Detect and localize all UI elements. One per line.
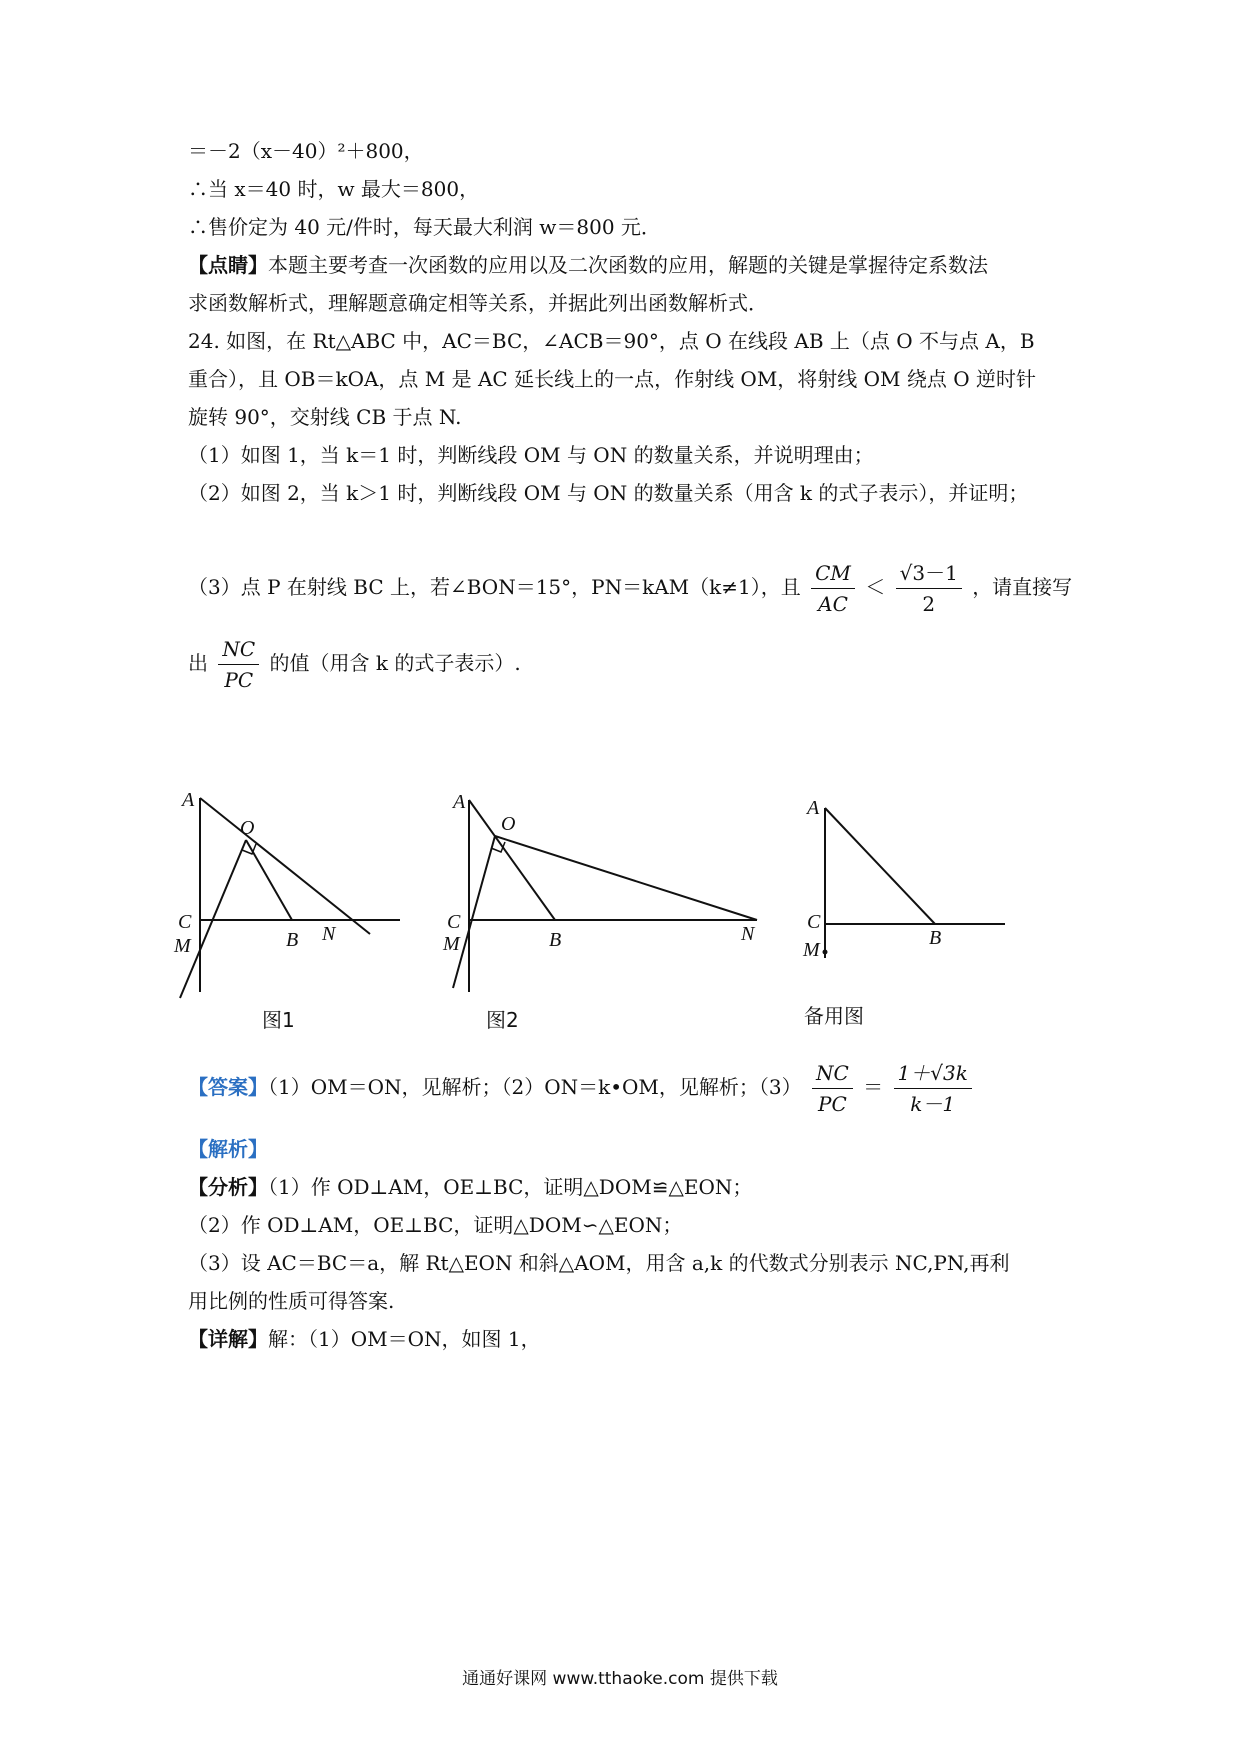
text-span: 出 (188, 651, 208, 675)
text-line: 用比例的性质可得答案. (188, 1289, 395, 1313)
analysis-heading (188, 1136, 268, 1162)
fraction-denominator: k－1 (910, 1092, 956, 1116)
section-tag: 【分析】 (188, 1175, 268, 1199)
fraction-answer (894, 1060, 972, 1117)
text-span: ，请直接写 (972, 575, 1073, 599)
text-line: （3）设 AC＝BC＝a，解 Rt△EON 和斜△AOM，用含 a,k 的代数式分别表示 NC,PN,再利 (188, 1251, 1010, 1275)
fraction-denominator: PC (224, 668, 254, 692)
label-b: B (549, 929, 562, 951)
text-line: ∴当 x＝40 时，w 最大＝800， (188, 177, 480, 201)
figure-2-caption: 图2 (486, 1008, 519, 1032)
text-line (188, 636, 521, 693)
text-line: 重合），且 OB＝kOA，点 M 是 AC 延长线上的一点，作射线 OM，将射线 OM 绕点 O 逆时针 (188, 367, 1036, 391)
text-span: （1）作 OD⊥AM，OE⊥BC，证明△DOM≌△EON； (268, 1175, 753, 1199)
label-n: N (741, 923, 755, 945)
fraction-numerator: 1＋√3k (894, 1060, 972, 1089)
text-line: （2）作 OD⊥AM，OE⊥BC，证明△DOM∽△EON； (188, 1213, 683, 1237)
label-a: A (807, 797, 820, 819)
fraction-nc-pc (218, 636, 259, 693)
fraction-denominator: PC (818, 1092, 847, 1116)
text-span: 的值（用含 k 的式子表示）. (269, 651, 521, 675)
figure-spare (795, 780, 1020, 980)
section-tag: 【详解】 (188, 1327, 268, 1351)
fraction-nc-pc (812, 1060, 853, 1117)
text-line (188, 1174, 752, 1200)
text-line: ∴售价定为 40 元/件时，每天最大利润 w＝800 元． (188, 215, 661, 239)
answer-line (188, 1060, 976, 1117)
figure-spare-caption: 备用图 (804, 1004, 864, 1028)
text-line: 旋转 90°，交射线 CB 于点 N. (188, 405, 462, 429)
text-line (188, 1326, 541, 1352)
text-span: （3）点 P 在射线 BC 上，若∠BON＝15°，PN＝kAM（k≠1），且 (188, 575, 801, 599)
figure-1-caption: 图1 (262, 1008, 295, 1032)
figure-1 (170, 780, 410, 1010)
less-than: ＜ (865, 575, 886, 599)
equals: ＝ (863, 1075, 884, 1099)
text-span: 解：（1）OM＝ON，如图 1， (268, 1327, 541, 1351)
label-o: O (240, 817, 255, 839)
figure-2 (425, 780, 765, 1010)
fraction-numerator: √3－1 (896, 560, 962, 589)
text-span: 本题主要考查一次函数的应用以及二次函数的应用，解题的关键是掌握待定系数法 (268, 253, 988, 277)
text-line (188, 560, 1072, 617)
analysis-tag: 【解析】 (188, 1137, 268, 1161)
text-line: ＝－2（x－40）²＋800， (188, 139, 424, 163)
fraction-numerator: CM (811, 560, 855, 589)
label-m: M (443, 933, 460, 955)
text-span: （1）OM＝ON，见解析；（2）ON＝k•OM，见解析；（3） (268, 1075, 802, 1099)
label-m: M (803, 939, 820, 961)
section-tag: 【点睛】 (188, 253, 268, 277)
text-line (188, 252, 988, 278)
label-c: C (807, 911, 821, 933)
fraction-sqrt3 (896, 560, 962, 617)
label-a: A (453, 791, 466, 813)
fraction-numerator: NC (218, 636, 259, 665)
fraction-denominator: 2 (922, 592, 936, 616)
page-footer: 通通好课网 www.tthaoke.com 提供下载 (462, 1669, 778, 1689)
label-a: A (182, 789, 195, 811)
question-24: 24. 如图，在 Rt△ABC 中，AC＝BC，∠ACB＝90°，点 O 在线段 AB 上（点 O 不与点 A，B (188, 329, 1035, 353)
fraction-cm-ac (811, 560, 855, 617)
text-line: （2）如图 2，当 k＞1 时，判断线段 OM 与 ON 的数量关系（用含 k 的式子表示），并证明； (188, 481, 1029, 505)
label-m: M (174, 935, 191, 957)
text-line: （1）如图 1，当 k＝1 时，判断线段 OM 与 ON 的数量关系，并说明理由； (188, 443, 874, 467)
label-o: O (501, 813, 516, 835)
fraction-denominator: AC (818, 592, 848, 616)
answer-tag: 【答案】 (188, 1075, 268, 1099)
label-b: B (286, 929, 299, 951)
label-c: C (447, 911, 461, 933)
label-b: B (929, 927, 942, 949)
text-line: 求函数解析式，理解题意确定相等关系，并据此列出函数解析式． (188, 291, 768, 315)
fraction-numerator: NC (812, 1060, 853, 1089)
label-c: C (178, 911, 192, 933)
label-n: N (322, 923, 336, 945)
